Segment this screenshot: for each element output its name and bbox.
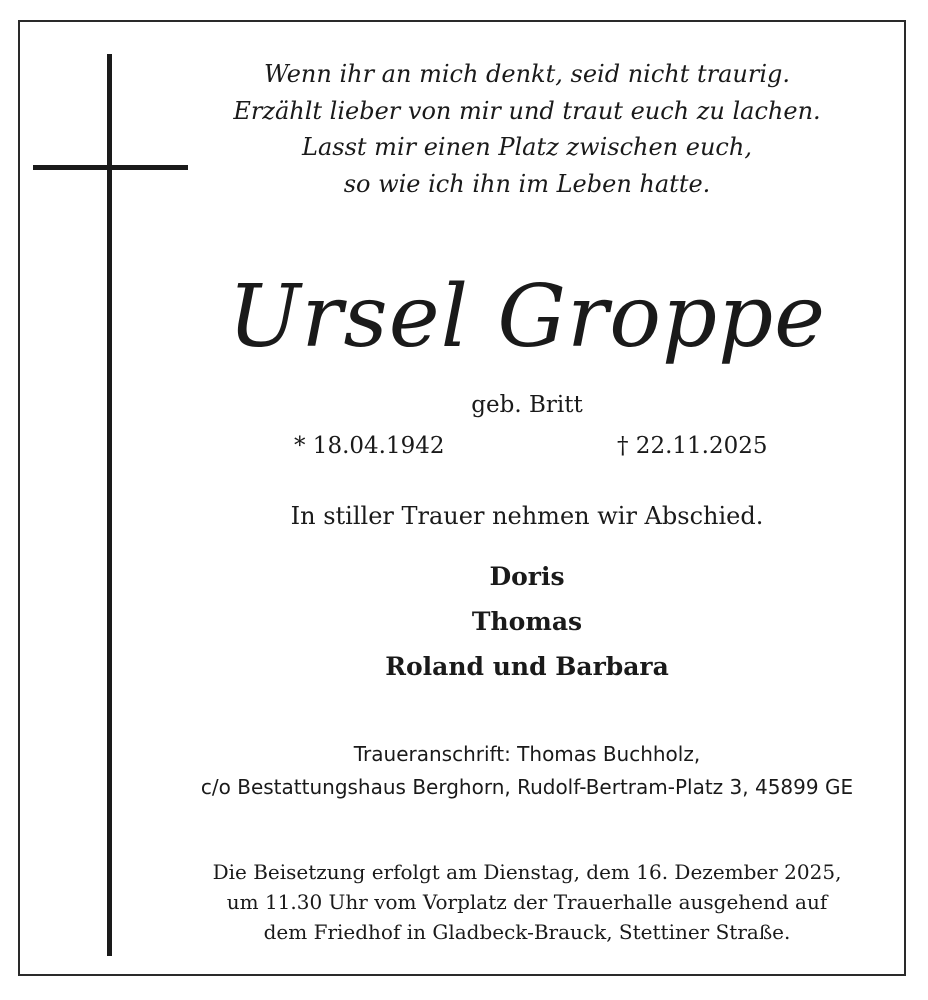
death-date: † 22.11.2025 bbox=[617, 433, 768, 459]
birth-name: geb. Britt bbox=[471, 392, 583, 418]
mourning-address bbox=[130, 738, 924, 804]
burial-info bbox=[130, 857, 924, 947]
mourner-name: Thomas bbox=[471, 607, 583, 636]
birth-date: * 18.04.1942 bbox=[294, 433, 445, 459]
deceased-name: Ursel Groppe bbox=[227, 267, 827, 367]
poem-line: so wie ich ihn im Leben hatte. bbox=[343, 169, 711, 198]
mourners-list bbox=[130, 554, 924, 689]
burial-line: dem Friedhof in Gladbeck-Brauck, Stettiner Straße. bbox=[263, 920, 791, 944]
burial-line: um 11.30 Uhr vom Vorplatz der Trauerhalle ausgehend auf bbox=[226, 890, 828, 914]
poem-line: Lasst mir einen Platz zwischen euch, bbox=[302, 133, 752, 161]
memorial-poem bbox=[130, 56, 924, 202]
burial-line: Die Beisetzung erfolgt am Dienstag, dem 16. Dezember 2025, bbox=[212, 860, 842, 884]
poem-line: Erzählt lieber von mir und traut euch zu lachen. bbox=[233, 96, 821, 125]
mourner-name: Doris bbox=[489, 562, 565, 591]
mourner-name: Roland und Barbara bbox=[385, 652, 669, 681]
cross-vertical-bar bbox=[107, 54, 112, 956]
address-line: Traueranschrift: Thomas Buchholz, bbox=[353, 742, 701, 766]
poem-line: Wenn ihr an mich denkt, seid nicht traurig. bbox=[263, 60, 791, 88]
address-line: c/o Bestattungshaus Berghorn, Rudolf-Bertram-Platz 3, 45899 GE bbox=[200, 775, 854, 799]
farewell-text: In stiller Trauer nehmen wir Abschied. bbox=[290, 502, 764, 530]
